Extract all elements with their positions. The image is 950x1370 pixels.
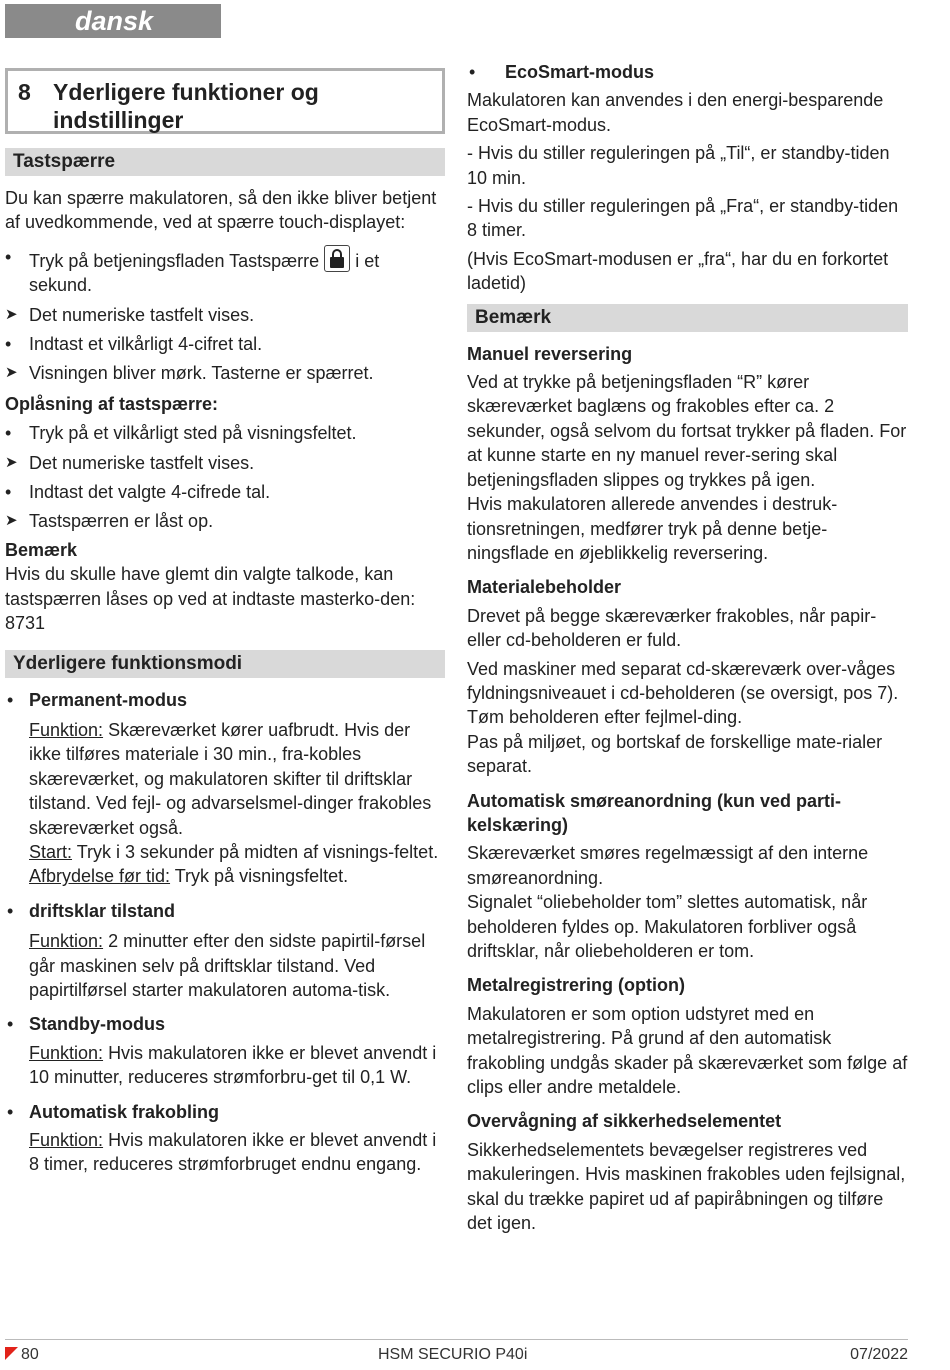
manual-reversing-heading: Manuel reversering [467, 343, 633, 364]
footer-date: 07/2022 [850, 1346, 908, 1363]
metal-text: Makulatoren er som option udstyret med en metalregistrering. På grund af den automatisk frakobling undgås skader på skæreværket som følge af clips eller andre metaldele. [467, 1003, 908, 1098]
mode-standby [5, 1012, 445, 1089]
chapter-title: Yderligere funktioner og indstillinger [53, 79, 319, 133]
mode-permanent [5, 688, 445, 889]
chapter-heading [5, 68, 445, 134]
bullet-marker: • [7, 1014, 14, 1035]
list-item [5, 245, 445, 298]
footer-model: HSM SECURIO P40i [378, 1346, 528, 1363]
function-label: Funktion: [29, 719, 104, 740]
list-item [5, 451, 445, 475]
metal-heading: Metalregistrering (option) [467, 975, 686, 996]
function-label: Funktion: [29, 1042, 104, 1063]
left-column [5, 62, 445, 1177]
language-tab: dansk [5, 4, 221, 38]
section-bar-tastspaerre: Tastspærre [5, 148, 445, 176]
function-text: 2 minutter efter den sidste papirtil-førsel går maskinen selv på driftsklar tilstand. Ved papirtilførsel starter makulatoren automa-tisk. [29, 931, 426, 1000]
right-column [467, 60, 908, 1235]
list-item [5, 332, 445, 356]
ecosmart-til: - Hvis du stiller reguleringen på „Til“, er standby-tiden 10 min. [467, 143, 890, 188]
oil-text-2: Signalet “oliebeholder tom” slettes automatisk, når beholderen fyldes op. Makulatoren forbliver også driftsklar, når oliebeholderen er tom. [467, 892, 868, 961]
arrow-marker: ➤ [5, 512, 18, 530]
unlock-heading: Oplåsning af tastspærre: [5, 393, 219, 414]
bullet-marker: • [5, 423, 12, 444]
list-item [5, 421, 445, 445]
container-text-3: Pas på miljøet, og bortskaf de forskellige mate-rialer separat. [467, 731, 883, 777]
start-label: Start: [29, 841, 73, 862]
bullet-marker: • [7, 689, 14, 710]
step-text: Indtast et vilkårligt 4-cifret tal. [29, 334, 263, 355]
start-text: Tryk i 3 sekunder på midten af visnings-feltet. [76, 841, 439, 862]
step-text: Tryk på betjeningsfladen Tastspærre [29, 250, 320, 271]
mode-title: EcoSmart-modus [505, 62, 655, 82]
mode-title: Permanent-modus [29, 689, 188, 710]
mode-ready [5, 899, 445, 1003]
mode-autooff [5, 1100, 445, 1177]
list-item [5, 361, 445, 385]
oil-text: Skæreværket smøres regelmæssigt af den interne smøreanordning. [467, 843, 869, 888]
mode-title: Automatisk frakobling [29, 1101, 220, 1122]
mode-title: Standby-modus [29, 1014, 166, 1035]
step-text: Tryk på et vilkårligt sted på visningsfeltet. [29, 423, 357, 444]
abort-label: Afbrydelse før tid: [29, 866, 171, 887]
function-text: Hvis makulatoren ikke er blevet anvendt i 8 timer, reduceres strømforbruget endnu engang. [29, 1130, 437, 1175]
container-heading: Materialebeholder [467, 577, 622, 598]
note-label: Bemærk [5, 539, 78, 560]
list-item [5, 480, 445, 504]
step-text: i et sekund. [29, 250, 380, 296]
chapter-number: 8 [18, 79, 31, 105]
step-text: Indtast det valgte 4-cifrede tal. [29, 482, 271, 503]
arrow-marker: ➤ [5, 305, 18, 323]
ecosmart-note: (Hvis EcoSmart-modusen er „fra“, har du en forkortet ladetid) [467, 248, 889, 294]
step-text: Det numeriske tastfelt vises. [29, 304, 255, 325]
footer-divider [5, 1339, 908, 1340]
mode-ecosmart [467, 60, 908, 84]
safety-heading: Overvågning af sikkerhedselementet [467, 1111, 782, 1132]
bullet-marker: • [7, 900, 14, 921]
manual-reversing-text: Ved at trykke på betjeningsfladen “R” kører skæreværket baglæns og frakobles efter ca. 2 sekunder, også selvom du fortsat trykker på fladen. For at kunne starte en ny manuel rever-sering skal betjeningsfladen slippes og trykkes på igen. [467, 372, 907, 490]
step-text: Visningen bliver mørk. Tasterne er spærret. [29, 363, 374, 384]
oil-heading: Automatisk smøreanordning (kun ved parti-kelskæring) [467, 790, 842, 835]
lock-icon [324, 245, 350, 272]
step-text: Tastspærren er låst op. [29, 511, 214, 532]
manual-reversing-text-2: Hvis makulatoren allerede anvendes i destruk-tionsretningen, medfører tryk på denne betje-ningsflade en øjeblikkelig reversering. [467, 494, 838, 563]
function-text: Hvis makulatoren ikke er blevet anvendt i 10 minutter, reduceres strømforbru-get til 0,1 W. [29, 1042, 437, 1088]
ecosmart-intro: Makulatoren kan anvendes i den energi-besparende EcoSmart-modus. [467, 90, 884, 135]
function-label: Funktion: [29, 931, 104, 952]
corner-mark-icon [5, 1347, 18, 1360]
note-text: Hvis du skulle have glemt din valgte talkode, kan tastspærren låses op ved at indtaste masterko-den: 8731 [5, 564, 416, 634]
bullet-marker: • [7, 1101, 14, 1122]
ecosmart-fra: - Hvis du stiller reguleringen på „Fra“, er standby-tiden 8 timer. [467, 196, 899, 241]
section-bar-modes: Yderligere funktionsmodi [5, 650, 445, 678]
bullet-marker: • [5, 482, 12, 503]
list-item [5, 303, 445, 327]
arrow-marker: ➤ [5, 453, 18, 471]
container-text: Drevet på begge skæreværker frakobles, når papir- eller cd-beholderen er fuld. [467, 605, 877, 651]
list-item [5, 509, 445, 533]
step-text: Det numeriske tastfelt vises. [29, 452, 255, 473]
page-number: 80 [21, 1346, 39, 1363]
safety-text: Sikkerhedselementets bevægelser registreres ved makuleringen. Hvis maskinen frakobles uden fejlsignal, skal du trække papiret ud af papiråbningen og tilføre det igen. [467, 1139, 906, 1234]
function-label: Funktion: [29, 1130, 104, 1150]
arrow-marker: ➤ [5, 364, 18, 382]
tastspaerre-intro: Du kan spærre makulatoren, så den ikke bliver betjent af uvedkommende, ved at spærre touch-displayet: [5, 188, 437, 233]
bullet-marker: • [5, 334, 12, 355]
bullet-marker: • [5, 246, 12, 267]
mode-title: driftsklar tilstand [29, 900, 176, 921]
abort-text: Tryk på visningsfeltet. [174, 866, 349, 887]
bullet-marker: • [469, 62, 476, 82]
section-bar-note: Bemærk [467, 304, 908, 332]
container-text-2: Ved maskiner med separat cd-skæreværk over-våges fyldningsniveauet i cd-beholderen (se oversigt, pos 7). Tøm beholderen efter fejlmel-ding. [467, 658, 899, 728]
function-text: Skæreværket kører uafbrudt. Hvis der ikke tilføres materiale i 30 min., fra-kobles skæreværket, og makulatoren skifter til driftsklar tilstand. Ved fejl- og advarselsmel-dinger frakobles skæreværket også. [29, 719, 432, 838]
